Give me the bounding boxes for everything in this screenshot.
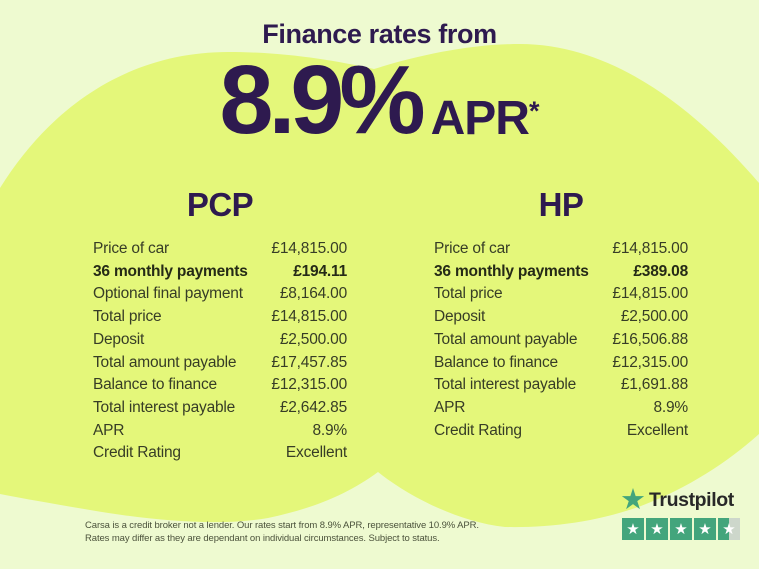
pcp-rows [93,238,347,465]
trustpilot-logo [620,486,746,514]
row-value: £2,500.00 [279,330,347,348]
row-value: £2,500.00 [620,308,688,326]
row-value: £1,691.88 [620,376,688,394]
row-label: Balance to finance [434,353,558,371]
banner-title: Finance rates from [262,19,497,49]
finance-row [93,374,347,397]
star-icon: ★ [650,520,664,538]
trustpilot-star-box [694,518,716,540]
apr-label: APR [430,92,529,146]
row-label: 36 monthly payments [434,262,589,280]
finance-row [434,306,688,329]
pcp-heading: PCP [186,186,254,223]
finance-row [93,397,347,420]
row-label: Total amount payable [93,353,237,371]
row-value: 8.9% [653,398,688,416]
apr-asterisk: * [528,96,540,126]
row-value: £194.11 [293,262,347,280]
row-label: Total price [93,308,162,326]
row-label: Total price [434,285,503,303]
star-icon: ★ [722,520,736,538]
star-icon: ★ [626,520,640,538]
star-icon: ★ [698,520,712,538]
finance-row [434,238,688,261]
row-label: Total interest payable [93,398,236,416]
star-icon: ★ [674,520,688,538]
hp-heading: HP [538,186,584,223]
finance-row [93,420,347,443]
row-value: Excellent [626,421,688,439]
finance-row [93,329,347,352]
row-label: Deposit [434,308,486,326]
finance-row [93,238,347,261]
disclaimer-text [85,520,479,545]
trustpilot-star-box [622,518,644,540]
rate-value: 8.9% [219,45,421,154]
row-label: Credit Rating [434,421,522,439]
row-label: Credit Rating [93,444,181,462]
hp-rows [434,238,688,442]
row-label: APR [93,421,125,439]
row-label: Total interest payable [434,376,577,394]
finance-row [93,306,347,329]
row-label: Total amount payable [434,330,578,348]
row-value: £14,815.00 [271,308,347,326]
row-label: Balance to finance [93,376,217,394]
row-value: £14,815.00 [271,240,347,257]
row-value: £17,457.85 [271,353,347,371]
pcp-table [93,187,347,465]
finance-row [93,283,347,306]
trustpilot-star-box [646,518,668,540]
row-label: Price of car [434,240,510,257]
row-label: Optional final payment [93,285,243,303]
trustpilot-rating-stars [622,518,746,540]
row-label: APR [434,398,466,416]
finance-row [434,261,688,284]
finance-row [434,329,688,352]
finance-row [93,261,347,284]
row-value: £14,815.00 [612,285,688,303]
finance-row [434,420,688,443]
row-value: £2,642.85 [279,398,347,416]
row-label: 36 monthly payments [93,262,248,280]
rate-group [0,45,759,154]
disclaimer-line-1: Carsa is a credit broker not a lender. Our rates start from 8.9% APR, representative 10.9% APR. [85,520,479,531]
row-value: £389.08 [633,262,688,280]
row-value: £16,506.88 [612,330,688,348]
finance-row [93,352,347,375]
finance-row [434,374,688,397]
row-value: £8,164.00 [279,285,347,303]
disclaimer-line-2: Rates may differ as they are dependant on individual circumstances. Subject to status. [85,532,440,544]
row-value: £12,315.00 [271,376,347,394]
finance-row [434,397,688,420]
hp-table [434,187,688,442]
finance-row [434,283,688,306]
row-value: £14,815.00 [612,240,688,257]
row-label: Deposit [93,330,145,348]
row-label: Price of car [93,240,169,257]
trustpilot-wordmark: Trustpilot [649,488,734,511]
finance-row [434,352,688,375]
finance-row [93,442,347,465]
row-value: £12,315.00 [612,353,688,371]
row-value: Excellent [285,444,347,462]
row-value: 8.9% [312,421,347,439]
trustpilot-badge [620,486,746,540]
trustpilot-star-icon: ★ [620,484,646,516]
trustpilot-star-box [670,518,692,540]
trustpilot-star-box [718,518,740,540]
